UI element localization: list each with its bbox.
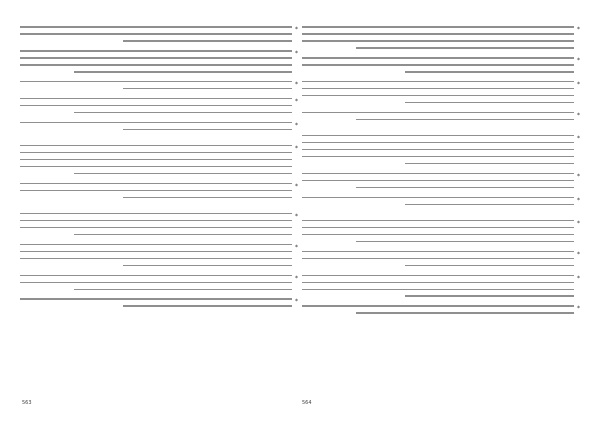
paragraph-bullet: * (577, 196, 580, 204)
paragraph (20, 183, 298, 204)
paragraph (302, 81, 580, 109)
paragraph (20, 122, 298, 136)
paragraph (20, 81, 298, 95)
paragraph-bullet: * (295, 182, 298, 190)
paragraph-bullet: * (577, 305, 580, 313)
left-page (20, 26, 298, 386)
paragraph-bullet: * (577, 134, 580, 142)
paragraph (20, 50, 298, 78)
paragraph (302, 251, 580, 272)
paragraph-bullet: * (295, 121, 298, 129)
paragraph (20, 213, 298, 241)
paragraph-bullet: * (295, 49, 298, 57)
paragraph (302, 26, 580, 54)
page-number-left: 563 (22, 400, 32, 406)
paragraph-bullet: * (577, 26, 580, 33)
paragraph-bullet: * (295, 212, 298, 220)
paragraph (302, 305, 580, 319)
paragraph-bullet: * (295, 80, 298, 88)
paragraph-bullet: * (577, 56, 580, 64)
right-page (302, 26, 580, 386)
paragraph (302, 275, 580, 303)
paragraph-bullet: * (577, 274, 580, 282)
paragraph (20, 298, 298, 312)
paragraph-bullet: * (577, 80, 580, 88)
paragraph-bullet: * (295, 298, 298, 306)
paragraph (302, 220, 580, 248)
paragraph (20, 275, 298, 296)
paragraph-bullet: * (577, 111, 580, 119)
paragraph (20, 244, 298, 272)
paragraph-bullet: * (577, 219, 580, 227)
paragraph-bullet: * (295, 243, 298, 251)
paragraph-bullet: * (295, 26, 298, 33)
paragraph (302, 173, 580, 194)
paragraph-bullet: * (295, 274, 298, 282)
page-number-right: 564 (302, 400, 312, 406)
paragraph (302, 112, 580, 126)
paragraph-bullet: * (577, 172, 580, 180)
paragraph-bullet: * (295, 144, 298, 152)
paragraph-bullet: * (577, 250, 580, 258)
paragraph (20, 98, 298, 119)
paragraph (302, 57, 580, 78)
paragraph (302, 197, 580, 211)
paragraph-bullet: * (295, 97, 298, 105)
paragraph (20, 26, 298, 47)
paragraph (302, 135, 580, 170)
paragraph (20, 145, 298, 180)
